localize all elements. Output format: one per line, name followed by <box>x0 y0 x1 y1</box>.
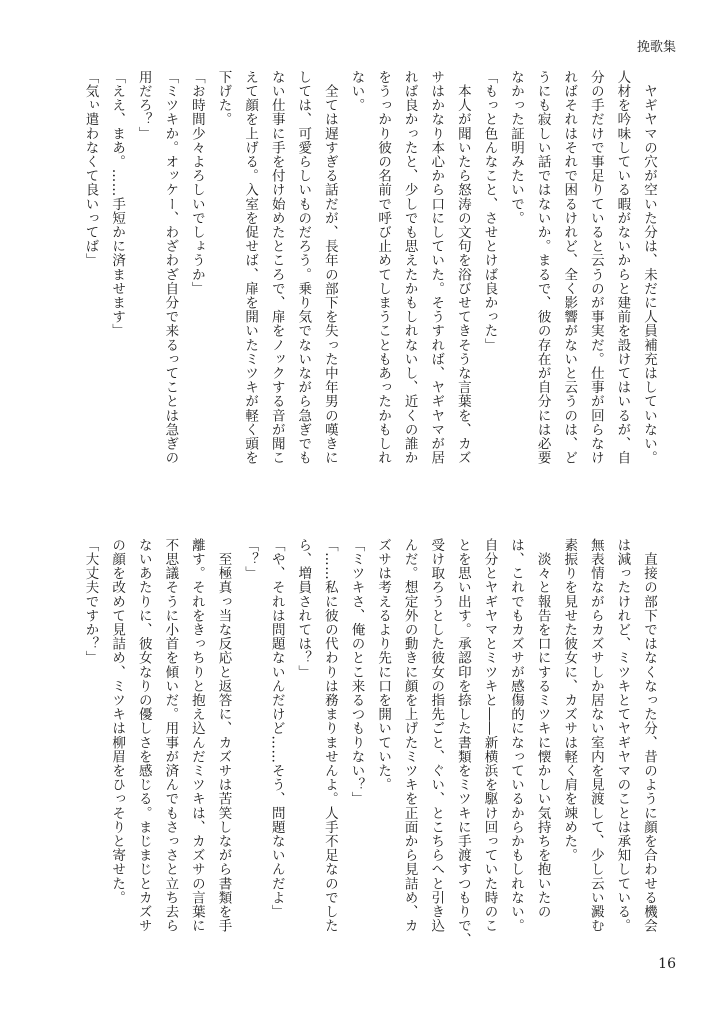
text-line: 本人が聞いたら怒涛の文句を浴びせてきそうな言葉を、カズ <box>454 70 471 465</box>
text-line: 「……私に彼の代わりは務まりませんよ。人手不足なのでした <box>321 538 338 933</box>
running-header: 挽歌集 <box>636 40 676 55</box>
text-line: ら、増員されては？」 <box>295 538 312 679</box>
text-line: 全ては遅すぎる話だが、長年の部下を失った中年男の嘆きに <box>321 70 338 465</box>
text-line: 下げた。 <box>215 70 232 127</box>
text-line: サはかなり本心から口にしていた。そうすれば、ヤギヤマが居 <box>428 70 445 465</box>
text-line: は、これでもカズサが感傷的になっているからかもしれない。 <box>508 538 525 933</box>
text-line: ヤギヤマの穴が空いた分は、未だに人員補充はしていない。 <box>641 70 657 465</box>
text-line: しては、可愛らしいものだろう。乗り気でないながら急ぎでも <box>295 70 312 465</box>
text-line: ズサは考えるより先に口を開いていた。 <box>375 538 392 792</box>
text-block-top <box>82 70 662 490</box>
text-line: なかった証明みたいで。 <box>508 70 525 226</box>
text-line: 「ミツキさ、俺のとこ来るつもりない？」 <box>348 538 365 806</box>
text-line: とを思い出す。承認印を捺した書類をミツキに手渡すつもりで、 <box>454 538 471 947</box>
text-line: うにも寂しい話ではないか。まるで、彼の存在が自分には必要 <box>534 70 551 465</box>
text-block-bottom <box>82 538 662 958</box>
text-line: 受け取ろうとした彼女の指先ごと、ぐい、とこちらへと引き込 <box>428 538 445 933</box>
text-line: 至極真っ当な反応と返答に、カズサは苦笑しながら書類を手 <box>215 538 232 933</box>
page-number: 16 <box>658 956 676 972</box>
text-line: 「ええ、まあ。……手短かに済ませます」 <box>109 70 126 338</box>
text-line: 素振りを見せた彼女に、カズサは軽く肩を竦めた。 <box>561 538 578 863</box>
text-line: 「気ぃ遣わなくて良いってば」 <box>82 70 99 268</box>
text-line: は減ったけれど、ミツキとてヤギヤマのことは承知している。 <box>614 538 631 933</box>
text-line: 不思議そうに小首を傾いだ。用事が済んでもさっさと立ち去ら <box>162 538 179 933</box>
text-line: 「お時間少々よろしいでしょうか」 <box>188 70 205 296</box>
text-line: 淡々と報告を口にするミツキに懐かしい気持ちを抱いたの <box>534 538 551 919</box>
text-line: れば良かったと、少しでも思えたかもしれないし、近くの誰か <box>401 70 418 465</box>
text-line: 用だろ？」 <box>135 70 152 141</box>
text-line: 直接の部下ではなくなった分、昔のように顔を合わせる機会 <box>641 538 657 933</box>
text-line: 離す。それをきっちりと抱え込んだミツキは、カズサの言葉に <box>188 538 205 933</box>
text-line: 分の手だけで事足りていると云うのが事実だ。仕事が回らなけ <box>587 70 604 465</box>
text-line: の顔を改めて見詰め、ミツキは柳眉をひっそりと寄せた。 <box>109 538 126 905</box>
text-line: えて顔を上げる。入室を促せば、扉を開いたミツキが軽く頭を <box>242 70 259 465</box>
text-line: 自分とヤギヤマとミツキと――新横浜を駆け回っていた時のこ <box>481 538 498 933</box>
text-line: 「大丈夫ですか？」 <box>82 538 99 665</box>
text-line: ないあたりに、彼女なりの優しさを感じる。まじまじとカズサ <box>135 538 152 933</box>
text-line: をうっかり彼の名前で呼び止めてしまうこともあったかもしれ <box>375 70 392 465</box>
text-line: ない。 <box>348 70 365 113</box>
text-line: 「や、それは問題ないんだけど……そう、問題ないんだよ」 <box>268 538 285 919</box>
text-line: ない仕事に手を付け始めたところで、扉をノックする音が聞こ <box>268 70 285 465</box>
text-line: 「もっと色んなこと、させとけば良かった」 <box>481 70 498 352</box>
text-line: ればそれはそれで困るけれど、全く影響がないと云うのは、ど <box>561 70 578 465</box>
text-line: 人材を吟味している暇がないからと建前を設けてはいるが、自 <box>614 70 631 465</box>
text-line: 「ミツキか。オッケー、わざわざ自分で来るってことは急ぎの <box>162 70 179 465</box>
text-line: 無表情ながらカズサしか居ない室内を見渡して、少し云い澱む <box>587 538 604 933</box>
text-line: んだ。想定外の動きに顔を上げたミツキを正面から見詰め、カ <box>401 538 418 933</box>
text-line: 「？」 <box>242 538 259 581</box>
